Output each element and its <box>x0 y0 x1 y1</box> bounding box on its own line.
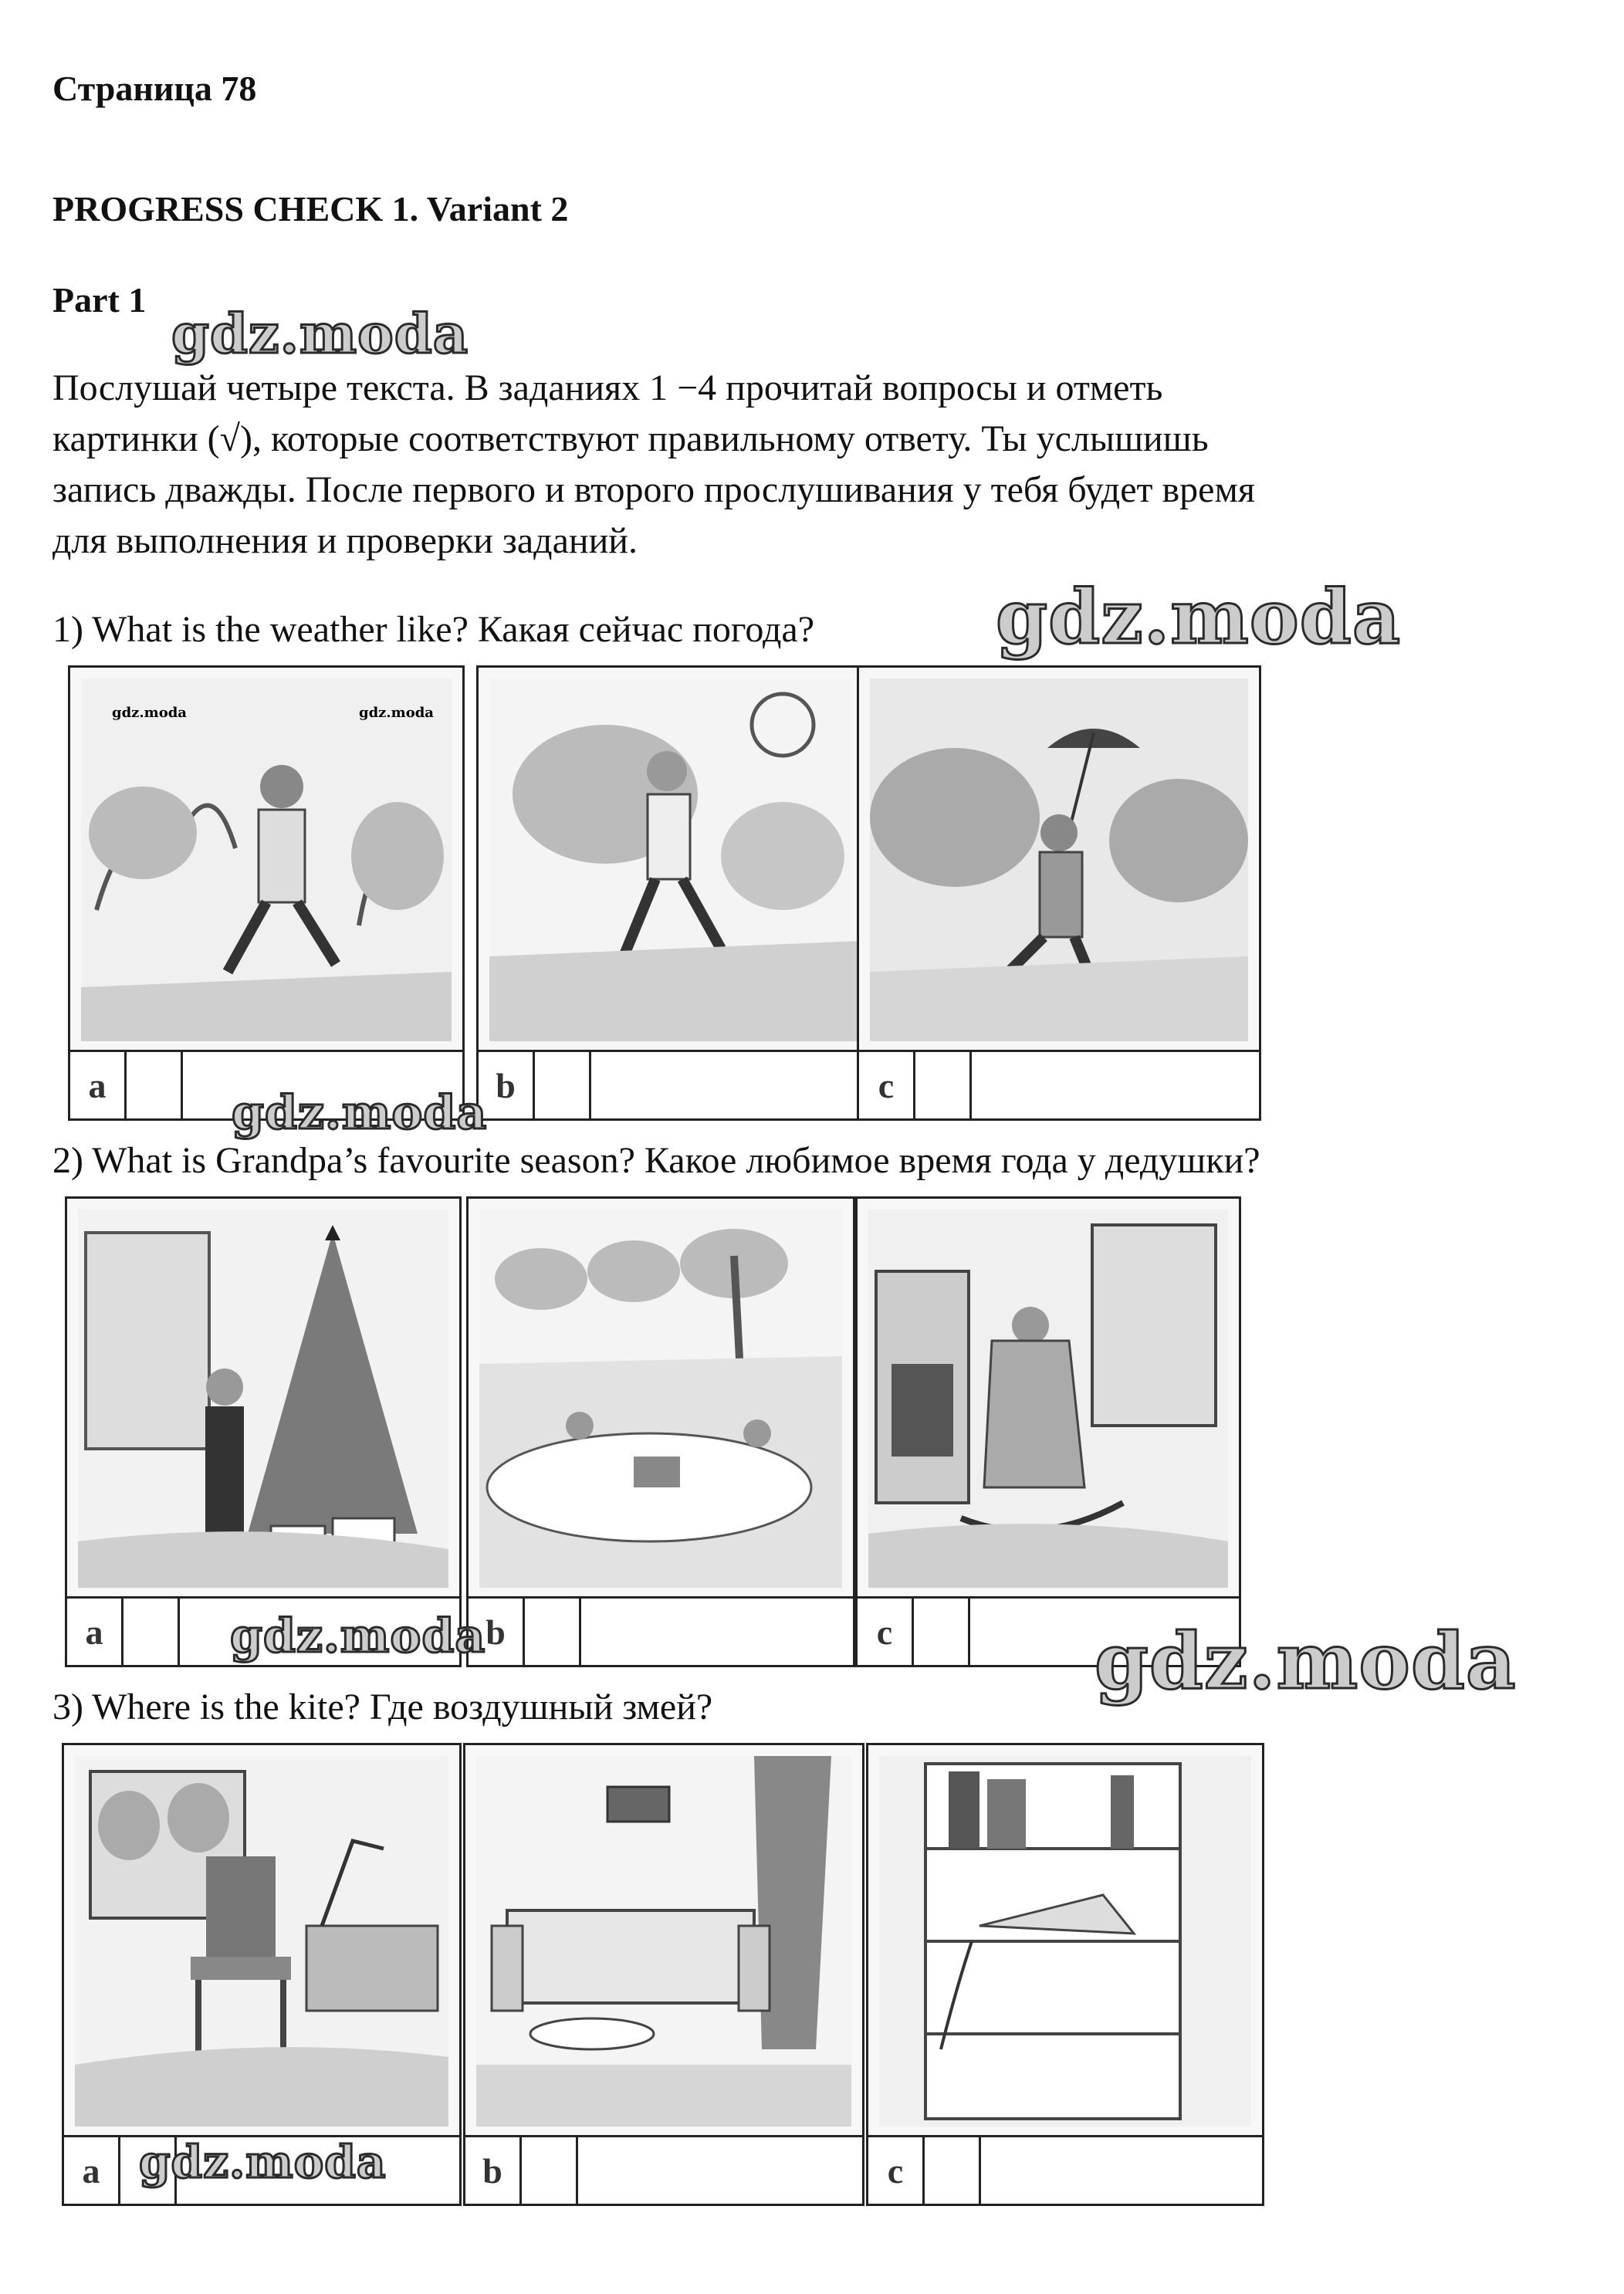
answer-checkbox[interactable] <box>915 1052 972 1118</box>
question-1-option-a[interactable] <box>68 665 465 1121</box>
watermark-small: gdz.moda <box>112 705 187 721</box>
answer-bar <box>479 1050 871 1118</box>
question-2-option-b[interactable] <box>466 1196 855 1667</box>
question-2: 2) What is Grandpa’s favourite season? Какое любимое время года у дедушки? <box>52 1140 1260 1181</box>
answer-checkbox[interactable] <box>525 1599 581 1665</box>
chair-and-desk-picture <box>75 1756 448 2127</box>
instruction-line: картинки (√), которые соответствуют правильному ответу. Ты услышишь <box>52 418 1209 459</box>
sofa-picture <box>476 1756 851 2127</box>
watermark: gdz.moda <box>996 574 1402 661</box>
option-label: b <box>465 2137 522 2204</box>
option-label: a <box>64 2137 120 2204</box>
watermark: gdz.moda <box>171 302 469 366</box>
question-1: 1) What is the weather like? Какая сейчас погода? <box>52 609 815 650</box>
answer-checkbox[interactable] <box>127 1052 183 1118</box>
windy-weather-picture <box>81 678 452 1041</box>
bookshelf-picture <box>879 1756 1251 2127</box>
section-title: PROGRESS CHECK 1. Variant 2 <box>52 189 569 228</box>
instruction-line: Послушай четыре текста. В заданиях 1 −4 прочитай вопросы и отметь <box>52 367 1163 408</box>
option-label: b <box>469 1599 525 1665</box>
question-3: 3) Where is the kite? Где воздушный змей? <box>52 1687 713 1727</box>
answer-bar <box>465 2135 862 2204</box>
page-number: Страница 78 <box>52 69 257 108</box>
watermark: gdz.moda <box>232 1086 488 1140</box>
answer-checkbox[interactable] <box>535 1052 591 1118</box>
question-1-option-b[interactable] <box>476 665 873 1121</box>
question-2-option-a[interactable] <box>65 1196 462 1667</box>
watermark-small: gdz.moda <box>359 705 434 721</box>
question-3-option-c[interactable] <box>866 1743 1264 2206</box>
part-title: Part 1 <box>52 280 147 320</box>
answer-bar <box>469 1596 853 1665</box>
option-label: a <box>67 1599 123 1665</box>
instructions <box>52 363 1565 567</box>
watermark: gdz.moda <box>1095 1616 1517 1707</box>
option-label: c <box>868 2137 925 2204</box>
option-label: c <box>859 1052 915 1118</box>
fireplace-picture <box>868 1210 1228 1588</box>
christmas-tree-picture <box>78 1210 448 1588</box>
option-label: b <box>479 1052 535 1118</box>
answer-bar <box>868 2135 1262 2204</box>
rainy-weather-picture <box>870 678 1248 1041</box>
watermark: gdz.moda <box>139 2136 387 2188</box>
sunny-weather-picture <box>489 678 860 1041</box>
option-label: a <box>70 1052 127 1118</box>
instruction-line: запись дважды. После первого и второго прослушивания у тебя будет время <box>52 469 1255 510</box>
picnic-picture <box>479 1210 842 1588</box>
question-1-option-c[interactable] <box>857 665 1261 1121</box>
answer-checkbox[interactable] <box>123 1599 180 1665</box>
question-2-option-c[interactable] <box>855 1196 1241 1667</box>
answer-checkbox[interactable] <box>914 1599 970 1665</box>
answer-bar <box>859 1050 1259 1118</box>
instruction-line: для выполнения и проверки заданий. <box>52 520 638 561</box>
option-label: c <box>858 1599 914 1665</box>
question-3-option-b[interactable] <box>463 1743 864 2206</box>
answer-checkbox[interactable] <box>925 2137 981 2204</box>
watermark: gdz.moda <box>230 1609 486 1663</box>
answer-checkbox[interactable] <box>522 2137 578 2204</box>
